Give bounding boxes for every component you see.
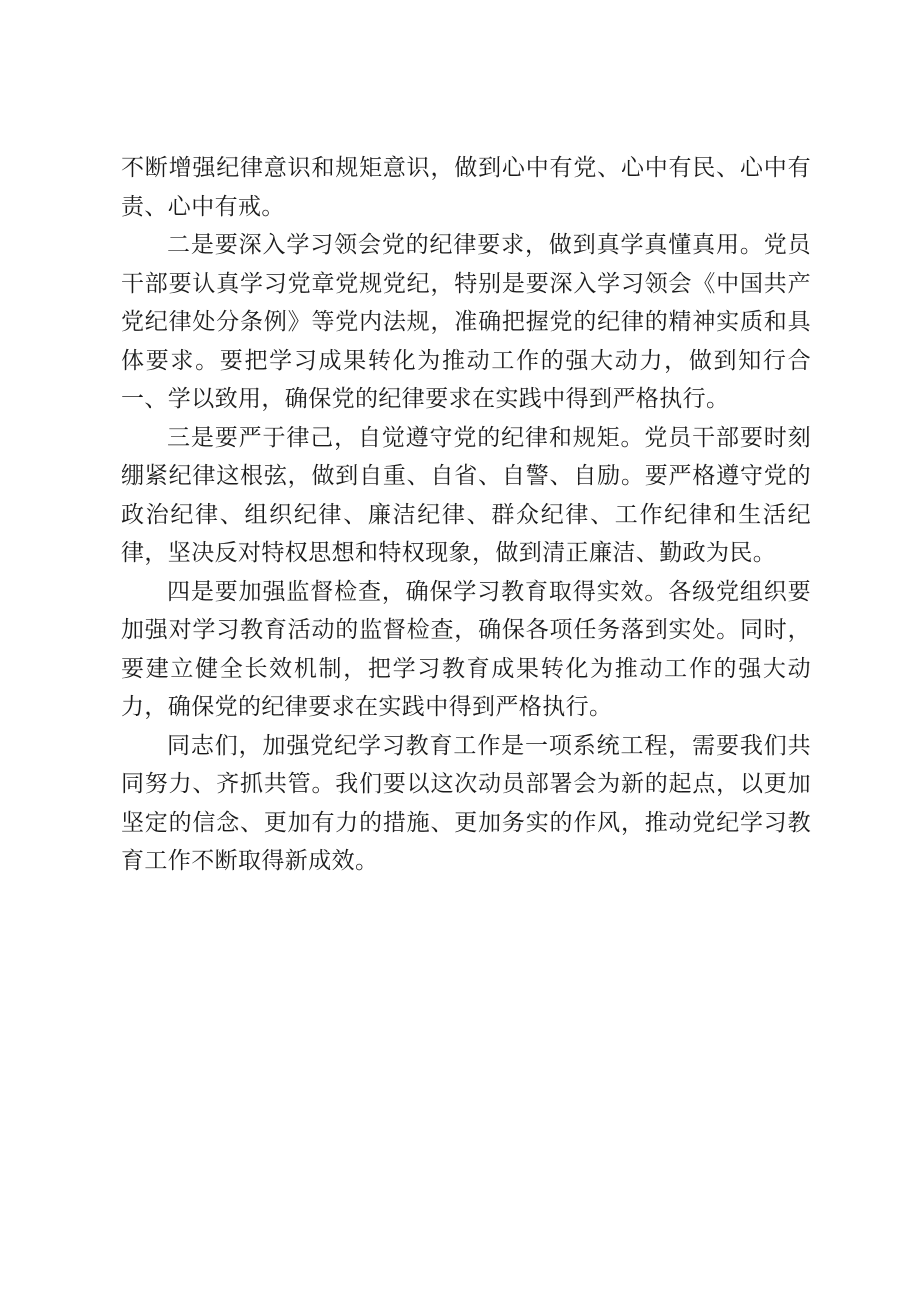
paragraph-closing: 同志们，加强党纪学习教育工作是一项系统工程，需要我们共同努力、齐抓共管。我们要以这次动员部署会为新的起点，以更加坚定的信念、更加有力的措施、更加务实的作风，推动党纪学习教育工作不断取得新成效。 [121, 732, 811, 874]
paragraph-continuation: 不断增强纪律意识和规矩意识，做到心中有党、心中有民、心中有责、心中有戒。 [121, 155, 811, 220]
paragraph-point-three: 三是要严于律己，自觉遵守党的纪律和规矩。党员干部要时刻绷紧纪律这根弦，做到自重、自省、自警、自励。要严格遵守党的政治纪律、组织纪律、廉洁纪律、群众纪律、工作纪律和生活纪律，坚决反对特权思想和特权现象，做到清正廉洁、勤政为民。 [121, 424, 811, 566]
paragraph-point-four: 四是要加强监督检查，确保学习教育取得实效。各级党组织要加强对学习教育活动的监督检查，确保各项任务落到实处。同时，要建立健全长效机制，把学习教育成果转化为推动工作的强大动力，确保党的纪律要求在实践中得到严格执行。 [121, 578, 811, 720]
paragraph-point-two: 二是要深入学习领会党的纪律要求，做到真学真懂真用。党员干部要认真学习党章党规党纪，特别是要深入学习领会《中国共产党纪律处分条例》等党内法规，准确把握党的纪律的精神实质和具体要求。要把学习成果转化为推动工作的强大动力，做到知行合一、学以致用，确保党的纪律要求在实践中得到严格执行。 [121, 232, 811, 412]
document-body [121, 149, 811, 881]
